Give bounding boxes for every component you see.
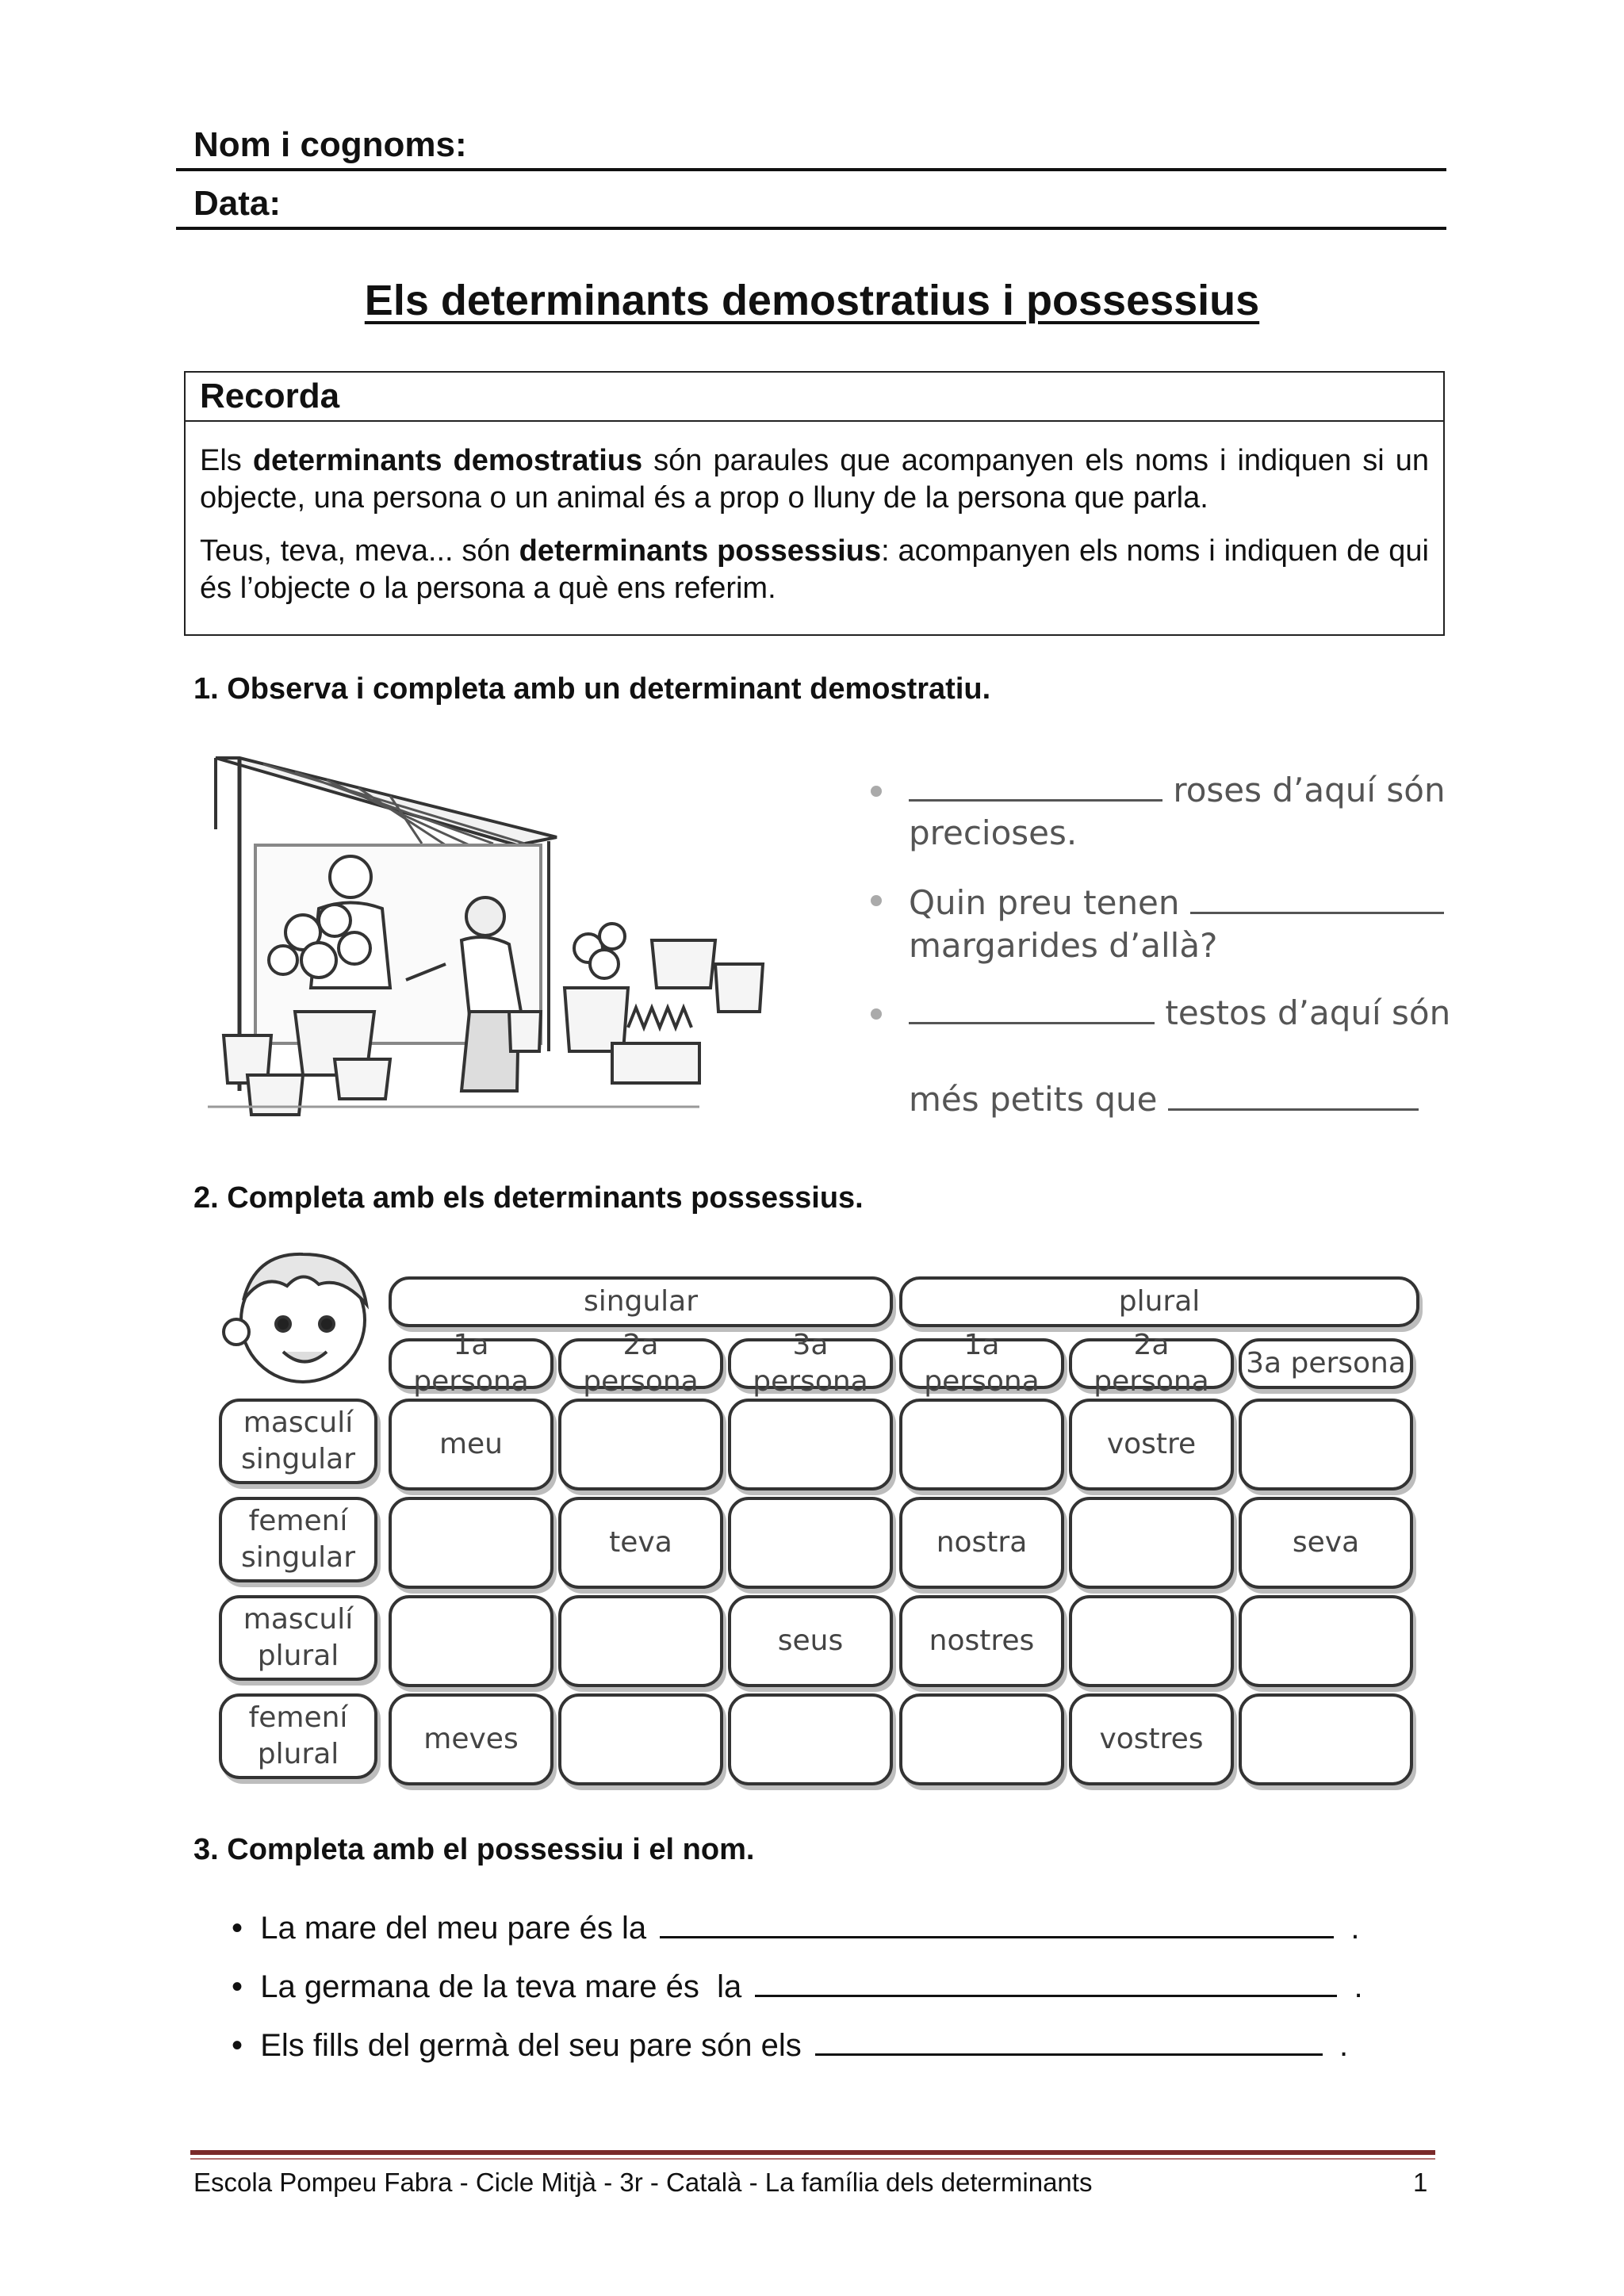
ex3-text-3: Els fills del germà del seu pare són els — [260, 2028, 802, 2063]
col-header: 2a persona — [558, 1338, 723, 1389]
bullet: • — [232, 2028, 261, 2063]
table-cell[interactable] — [899, 1693, 1064, 1785]
row-header: masculí plural — [219, 1595, 377, 1681]
ex1-line-1 — [909, 771, 1446, 809]
ex1-text-2: Quin preu tenen — [909, 883, 1180, 922]
ex1-line-1-cont: precioses. — [909, 813, 1078, 852]
table-cell[interactable] — [728, 1497, 893, 1589]
table-cell[interactable] — [558, 1595, 723, 1687]
table-cell[interactable]: seva — [1239, 1497, 1413, 1589]
footer-text: Escola Pompeu Fabra - Cicle Mitjà - 3r - Català - La família dels determinants — [193, 2168, 1093, 2197]
blank[interactable] — [909, 799, 1162, 802]
blank[interactable] — [1190, 912, 1444, 914]
ex1-line-4 — [909, 1080, 1419, 1119]
table-cell[interactable] — [389, 1595, 553, 1687]
row-header: femení singular — [219, 1497, 377, 1582]
recorda-p2-bold: determinants possessius — [519, 534, 882, 568]
blank[interactable] — [755, 1995, 1337, 1997]
bullet-dot — [871, 1008, 882, 1020]
col-header: 1a persona — [389, 1338, 553, 1389]
exercise-3-title: 3. Completa amb el possessiu i el nom. — [193, 1833, 755, 1866]
ex1-text-1: roses d’aquí són — [1173, 771, 1446, 809]
ex1-line-3 — [909, 993, 1450, 1032]
recorda-p1-post: són paraules que acompanyen els noms i indiquen si un objecte, una persona o un animal és a prop o lluny de la persona que parla. — [200, 444, 1429, 515]
col-header: 2a persona — [1069, 1338, 1234, 1389]
ex3-item-1 — [232, 1911, 1360, 1946]
table-cell[interactable]: vostres — [1069, 1693, 1234, 1785]
table-cell[interactable]: meu — [389, 1399, 553, 1490]
table-cell[interactable]: nostres — [899, 1595, 1064, 1687]
name-label: Nom i cognoms: — [193, 125, 467, 164]
table-cell[interactable] — [558, 1399, 723, 1490]
recorda-p1-pre: Els — [200, 444, 253, 477]
recorda-p2-pre: Teus, teva, meva... són — [200, 534, 519, 568]
table-cell[interactable]: seus — [728, 1595, 893, 1687]
group-header-plural: plural — [899, 1276, 1419, 1327]
ex1-text-3: testos d’aquí són — [1165, 993, 1451, 1032]
table-cell[interactable] — [899, 1399, 1064, 1490]
footer-rule-thin — [190, 2158, 1435, 2160]
recorda-p1-bold: determinants demostratius — [252, 444, 643, 477]
ex1-line-2 — [909, 883, 1444, 922]
exercise-1-title: 1. Observa i completa amb un determinant demostratiu. — [193, 672, 991, 706]
table-cell[interactable] — [1239, 1399, 1413, 1490]
ex3-text-2: La germana de la teva mare és la — [260, 1969, 742, 2004]
flower-stall-illustration — [208, 750, 779, 1131]
bullet-dot — [871, 895, 882, 906]
table-cell[interactable] — [1069, 1497, 1234, 1589]
ex1-text-4: més petits que — [909, 1080, 1158, 1119]
name-rule — [176, 168, 1446, 171]
exercise-2-title: 2. Completa amb els determinants possessius. — [193, 1181, 864, 1215]
bullet: • — [232, 1969, 261, 2004]
blank[interactable] — [909, 1022, 1155, 1024]
blank[interactable] — [1168, 1108, 1419, 1111]
table-cell[interactable]: vostre — [1069, 1399, 1234, 1490]
col-header: 3a persona — [1239, 1338, 1413, 1389]
table-cell[interactable] — [1069, 1595, 1234, 1687]
table-cell[interactable]: teva — [558, 1497, 723, 1589]
group-header-singular: singular — [389, 1276, 893, 1327]
recorda-paragraph-1 — [186, 442, 1443, 517]
col-header: 3a persona — [728, 1338, 893, 1389]
table-cell[interactable] — [728, 1399, 893, 1490]
table-cell[interactable]: nostra — [899, 1497, 1064, 1589]
recorda-paragraph-2 — [186, 533, 1443, 607]
table-cell[interactable] — [1239, 1693, 1413, 1785]
table-cell[interactable] — [1239, 1595, 1413, 1687]
table-cell[interactable] — [389, 1497, 553, 1589]
ex1-line-2-cont: margarides d’allà? — [909, 926, 1218, 965]
page-number: 1 — [1413, 2168, 1428, 2197]
col-header: 1a persona — [899, 1338, 1064, 1389]
date-label: Data: — [193, 184, 282, 223]
boy-illustration — [208, 1237, 398, 1395]
date-rule — [176, 227, 1446, 230]
table-cell[interactable]: meves — [389, 1693, 553, 1785]
blank[interactable] — [660, 1936, 1334, 1938]
row-header: femení plural — [219, 1693, 377, 1779]
recorda-p2-post: : acompanyen els noms i indiquen de qui és l’objecte o la persona a què ens referim. — [200, 534, 1429, 605]
ex3-text-1: La mare del meu pare és la — [260, 1911, 647, 1946]
row-header: masculí singular — [219, 1399, 377, 1484]
bullet-dot — [871, 786, 882, 797]
table-cell[interactable] — [728, 1693, 893, 1785]
blank[interactable] — [815, 2053, 1323, 2056]
bullet: • — [232, 1911, 261, 1946]
ex3-item-3 — [232, 2028, 1348, 2064]
recorda-box — [184, 371, 1445, 636]
recorda-heading: Recorda — [186, 373, 1443, 422]
period: . — [1354, 1969, 1363, 2004]
page-title: Els determinants demostratius i possessius — [364, 277, 1260, 324]
period: . — [1339, 2028, 1349, 2063]
period: . — [1350, 1911, 1360, 1946]
ex3-item-2 — [232, 1969, 1363, 2005]
table-cell[interactable] — [558, 1693, 723, 1785]
footer-rule — [190, 2150, 1435, 2155]
